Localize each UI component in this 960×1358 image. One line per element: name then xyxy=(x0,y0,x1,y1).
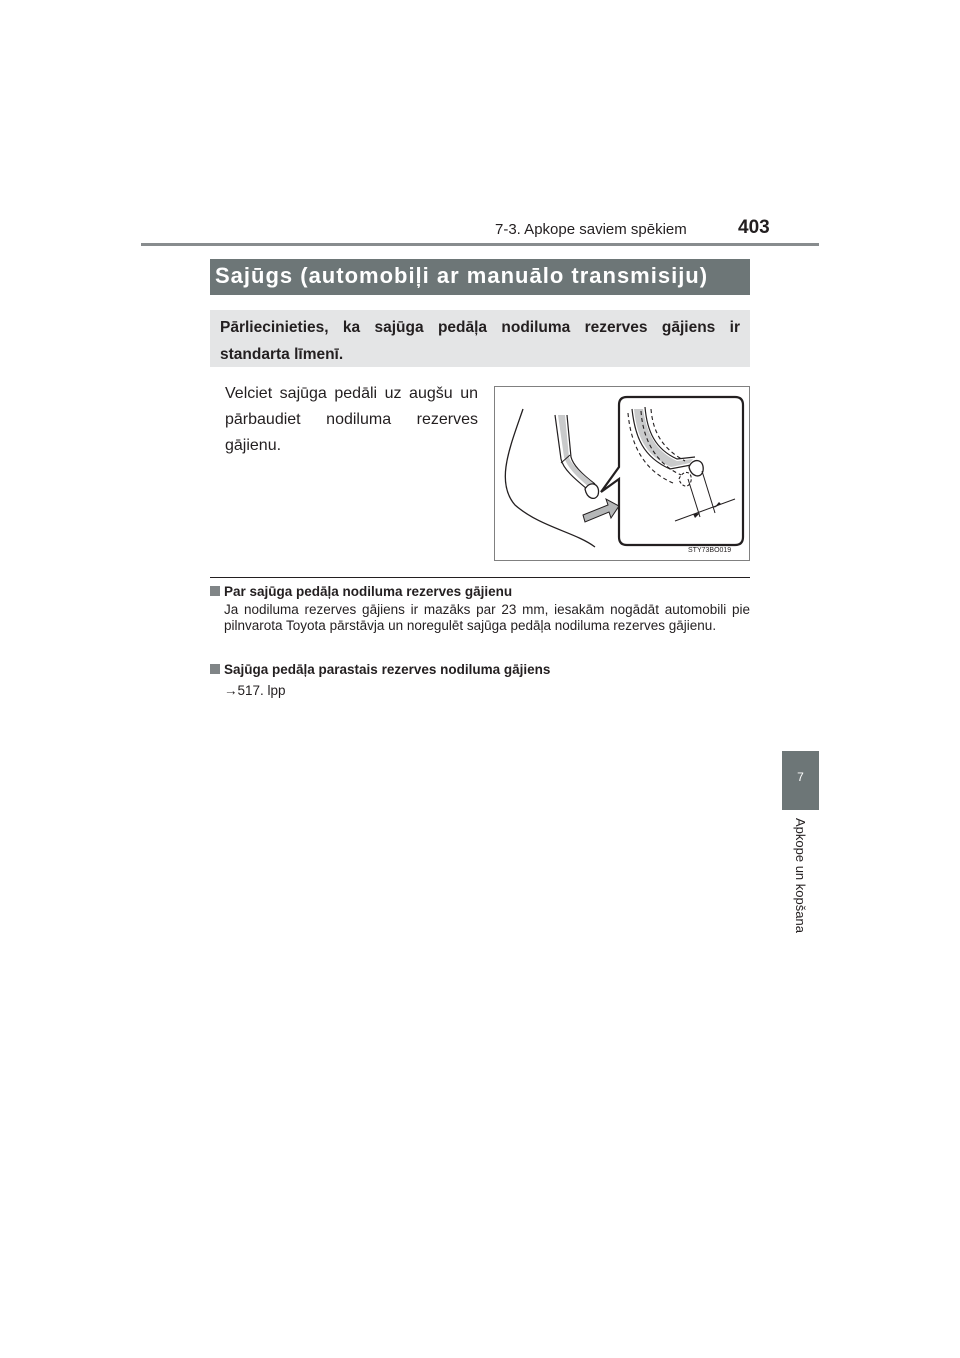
page-reference-text: 517. lpp xyxy=(237,683,286,698)
page-title: Sajūgs (automobiļi ar manuālo transmisiju) xyxy=(215,263,709,288)
square-bullet-icon xyxy=(210,664,220,674)
clutch-pedal-illustration xyxy=(494,386,750,561)
note-heading xyxy=(210,584,512,599)
note-heading-text: Par sajūga pedāļa nodiluma rezerves gājienu xyxy=(224,584,513,599)
figure-code: STY73BO019 xyxy=(688,547,732,554)
chapter-number: 7 xyxy=(797,770,804,784)
square-bullet-icon xyxy=(210,586,220,596)
note-heading xyxy=(210,662,550,677)
note-body: Ja nodiluma rezerves gājiens ir mazāks par 23 mm, iesakām nogādāt automobili pie pilnvarota Toyota pārstāvja un noregulēt sajūga pedāļa nodiluma rezerves gājienu. xyxy=(224,602,750,633)
section-header: 7-3. Apkope saviem spēkiem xyxy=(495,221,687,238)
chapter-label: Apkope un kopšana xyxy=(793,818,808,933)
instruction-text: Velciet sajūga pedāli uz augšu un pārbaudiet nodiluma rezerves gājienu. xyxy=(225,385,478,454)
page-number: 403 xyxy=(738,217,770,238)
right-arrow-icon: → xyxy=(224,683,238,698)
clutch-pedal-drawing xyxy=(495,387,751,562)
header-divider xyxy=(141,243,819,246)
intro-text: Pārliecinieties, ka sajūga pedāļa nodiluma rezerves gājiens ir standarta līmenī. xyxy=(220,319,740,363)
note-heading-text: Sajūga pedāļa parastais rezerves nodiluma gājiens xyxy=(224,662,551,677)
page-reference xyxy=(224,683,286,698)
section-divider xyxy=(210,577,750,578)
